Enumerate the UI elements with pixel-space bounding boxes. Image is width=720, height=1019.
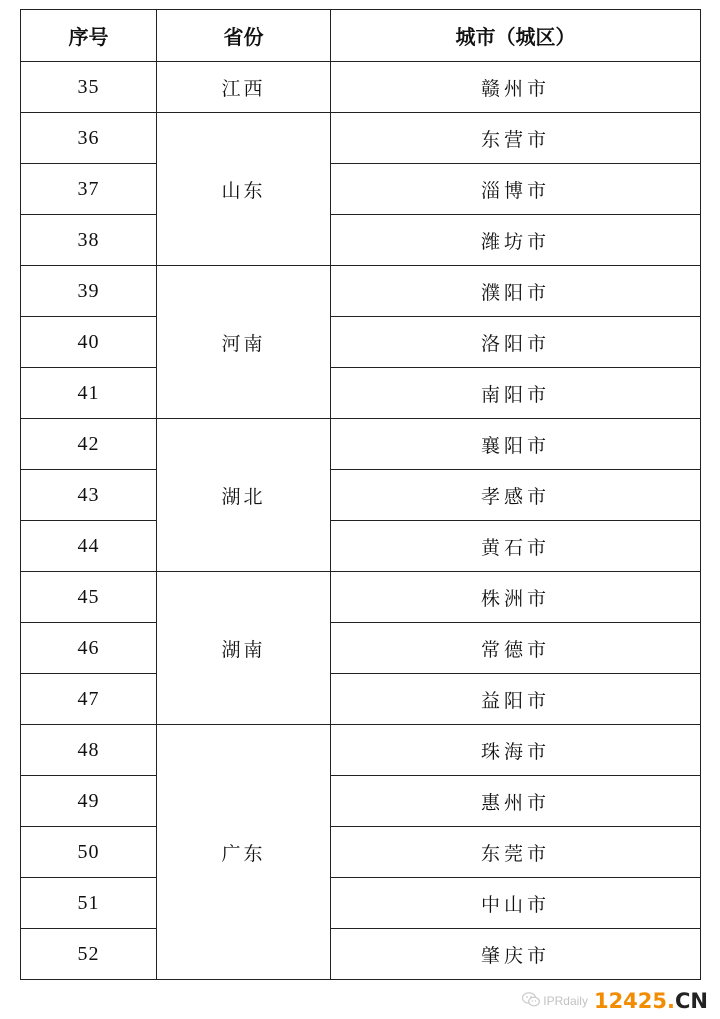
- table-header-row: [21, 10, 701, 62]
- table-row: [21, 266, 701, 317]
- city-cell: 益阳市: [331, 674, 701, 725]
- header-serial-number: 序号: [21, 10, 157, 62]
- serial-number-cell: 37: [21, 164, 157, 215]
- watermark: [522, 989, 708, 1013]
- serial-number-cell: 41: [21, 368, 157, 419]
- city-cell: 濮阳市: [331, 266, 701, 317]
- table-row: [21, 113, 701, 164]
- province-cell: 山东: [157, 113, 331, 266]
- city-cell: 黄石市: [331, 521, 701, 572]
- serial-number-cell: 39: [21, 266, 157, 317]
- table-row: [21, 164, 701, 215]
- serial-number-cell: 49: [21, 776, 157, 827]
- wechat-account-name: IPRdaily: [543, 994, 588, 1008]
- table-row: [21, 317, 701, 368]
- serial-number-cell: 44: [21, 521, 157, 572]
- serial-number-cell: 48: [21, 725, 157, 776]
- table-row: [21, 827, 701, 878]
- city-cell: 孝感市: [331, 470, 701, 521]
- province-cell: 江西: [157, 62, 331, 113]
- table-row: [21, 776, 701, 827]
- city-cell: 东营市: [331, 113, 701, 164]
- serial-number-cell: 35: [21, 62, 157, 113]
- city-cell: 珠海市: [331, 725, 701, 776]
- city-cell: 东莞市: [331, 827, 701, 878]
- serial-number-cell: 52: [21, 929, 157, 980]
- serial-number-cell: 46: [21, 623, 157, 674]
- province-cell: 广东: [157, 725, 331, 980]
- city-cell: 赣州市: [331, 62, 701, 113]
- serial-number-cell: 40: [21, 317, 157, 368]
- city-cell: 南阳市: [331, 368, 701, 419]
- table-row: [21, 572, 701, 623]
- table-row: [21, 470, 701, 521]
- site-logo-number: 12425: [593, 989, 668, 1013]
- serial-number-cell: 51: [21, 878, 157, 929]
- city-cell: 肇庆市: [331, 929, 701, 980]
- site-logo-tld: CN: [675, 989, 708, 1013]
- serial-number-cell: 45: [21, 572, 157, 623]
- table-row: [21, 62, 701, 113]
- wechat-watermark: [522, 992, 588, 1011]
- serial-number-cell: 50: [21, 827, 157, 878]
- city-cell: 襄阳市: [331, 419, 701, 470]
- city-cell: 株洲市: [331, 572, 701, 623]
- header-city: 城市（城区）: [331, 10, 701, 62]
- city-cell: 惠州市: [331, 776, 701, 827]
- header-province: 省份: [157, 10, 331, 62]
- serial-number-cell: 36: [21, 113, 157, 164]
- city-cell: 中山市: [331, 878, 701, 929]
- city-cell: 洛阳市: [331, 317, 701, 368]
- table-row: [21, 419, 701, 470]
- site-logo-dot: .: [667, 989, 675, 1013]
- serial-number-cell: 42: [21, 419, 157, 470]
- table-row: [21, 929, 701, 980]
- wechat-icon: [522, 992, 540, 1011]
- table-row: [21, 878, 701, 929]
- city-cell: 潍坊市: [331, 215, 701, 266]
- province-cell: 湖北: [157, 419, 331, 572]
- table-row: [21, 674, 701, 725]
- table-row: [21, 521, 701, 572]
- table-row: [21, 623, 701, 674]
- table-body: [21, 62, 701, 980]
- site-logo: [594, 989, 708, 1013]
- table-row: [21, 368, 701, 419]
- province-cell: 湖南: [157, 572, 331, 725]
- serial-number-cell: 38: [21, 215, 157, 266]
- city-list-table: [20, 9, 701, 980]
- city-cell: 淄博市: [331, 164, 701, 215]
- city-cell: 常德市: [331, 623, 701, 674]
- serial-number-cell: 43: [21, 470, 157, 521]
- table-row: [21, 215, 701, 266]
- province-cell: 河南: [157, 266, 331, 419]
- table-row: [21, 725, 701, 776]
- serial-number-cell: 47: [21, 674, 157, 725]
